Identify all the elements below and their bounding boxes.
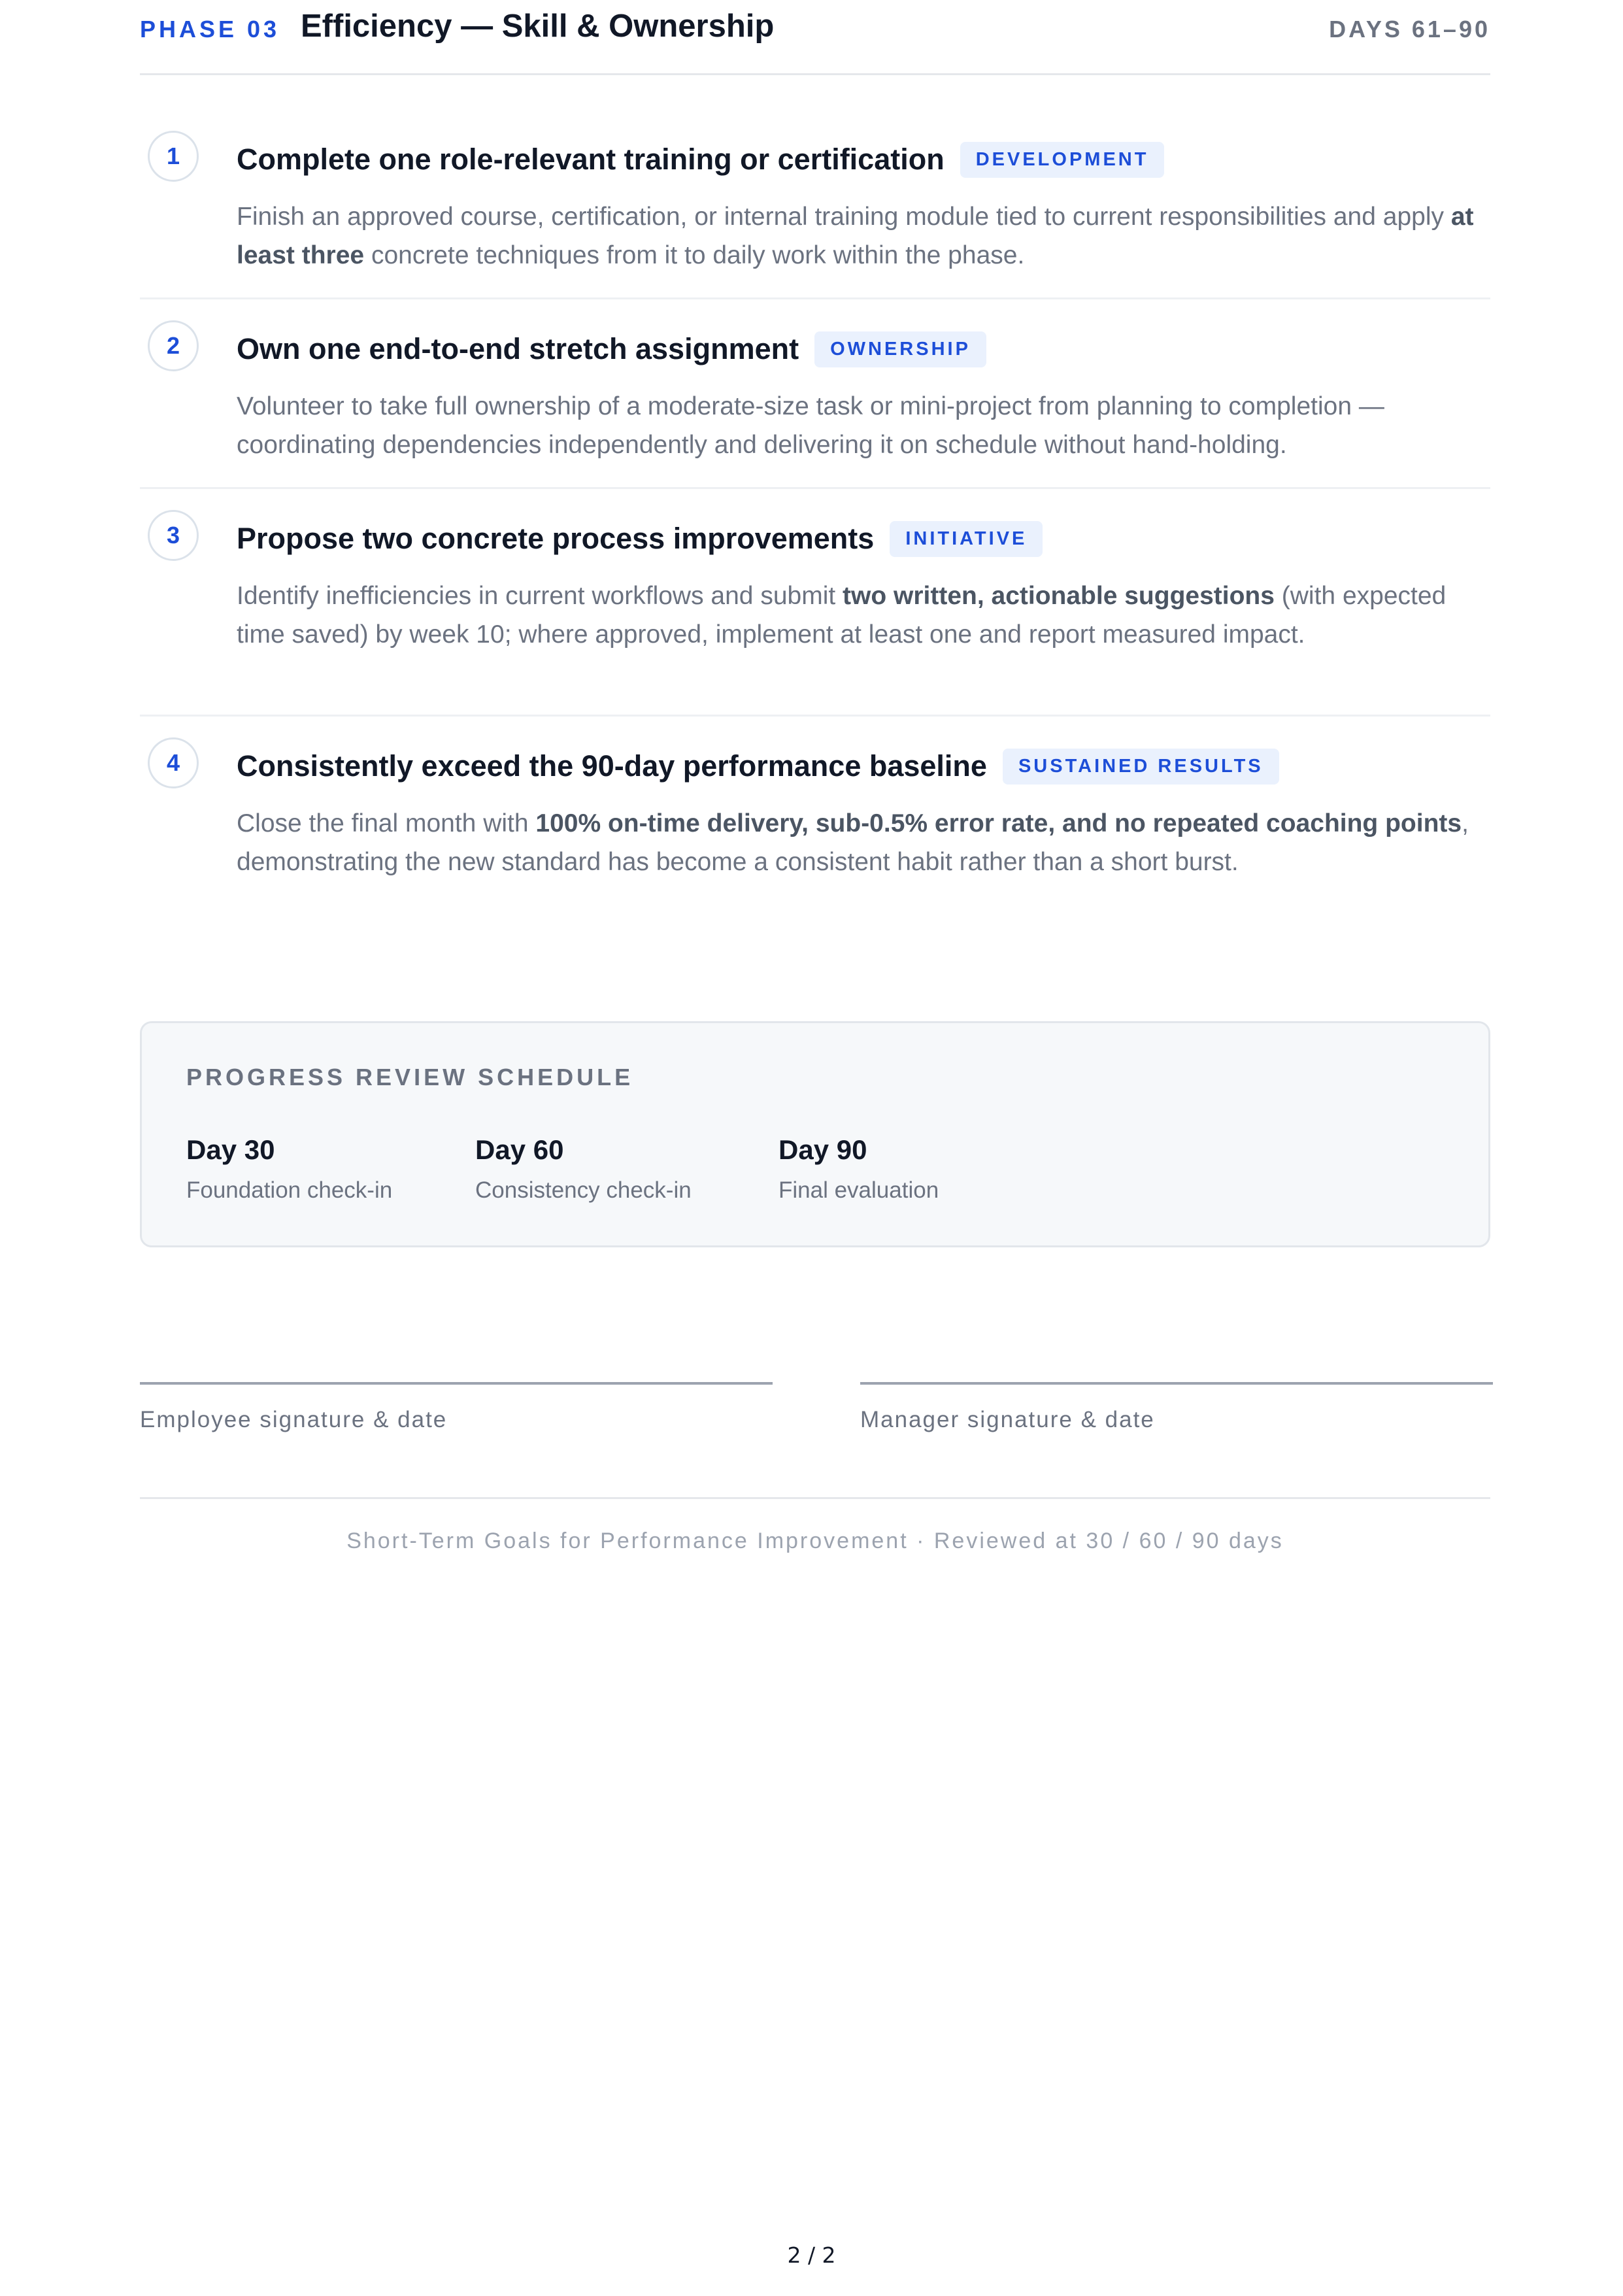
goal-title: Propose two concrete process improvements [237,522,875,555]
review-checkpoint [186,1134,392,1204]
goal-category-tag: INITIATIVE [890,521,1043,557]
goal-category-tag: OWNERSHIP [814,331,986,367]
goal-number-badge: 3 [148,510,199,561]
goal-list [140,110,1490,932]
footer-text: Short-Term Goals for Performance Improvement · Reviewed at 30 / 60 / 90 days [346,1528,1284,1553]
employee-signature-label: Employee signature & date [140,1407,448,1432]
goal-category-tag: DEVELOPMENT [960,142,1165,178]
page-number: 2 / 2 [787,2242,836,2268]
checkpoint-label: Final evaluation [778,1177,939,1203]
goal-item [140,110,1490,299]
goal-item [140,717,1490,932]
goal-item [140,299,1490,489]
footer-divider [140,1497,1490,1499]
goal-highlight: two written, actionable suggestions [843,582,1275,610]
document-page [140,0,1490,1553]
review-checkpoint [778,1134,939,1204]
goal-description: Finish an approved course, certification, or internal training module tied to current responsibilities and apply at least three concrete techniques from it to daily work within the phase. [237,203,1474,269]
checkpoint-label: Foundation check-in [186,1177,393,1203]
goal-highlight: 100% on-time delivery, sub-0.5% error rate, and no repeated coaching points [535,809,1462,837]
goal-category-tag: SUSTAINED RESULTS [1003,749,1279,785]
goal-title: Consistently exceed the 90-day performance baseline [237,749,987,783]
phase-title: Efficiency — Skill & Ownership [301,8,775,44]
manager-signature-block [860,1382,1493,1433]
review-checkpoint [475,1134,692,1204]
goal-title: Own one end-to-end stretch assignment [237,332,799,365]
goal-description: Identify inefficiencies in current workflows and submit two written, actionable suggestions (with expected time saved) by week 10; where approved, implement at least one and report measured impact. [237,582,1447,649]
checkpoint-label: Consistency check-in [475,1177,692,1203]
review-heading: PROGRESS REVIEW SCHEDULE [186,1064,634,1090]
goal-number-badge: 1 [148,131,199,182]
goal-item [140,489,1490,717]
employee-signature-block [140,1382,773,1433]
phase-days: DAYS 61–90 [1329,16,1490,42]
phase-header [140,0,1490,75]
checkpoint-day: Day 60 [475,1134,564,1165]
progress-review-panel [140,1021,1490,1247]
manager-signature-label: Manager signature & date [860,1407,1155,1432]
goal-number-badge: 2 [148,320,199,371]
employee-signature-line[interactable] [140,1382,773,1385]
phase-label: PHASE 03 [140,16,280,42]
checkpoint-day: Day 30 [186,1134,275,1165]
checkpoint-day: Day 90 [778,1134,867,1165]
manager-signature-line[interactable] [860,1382,1493,1385]
goal-highlight: at least three [237,203,1474,269]
goal-number-badge: 4 [148,737,199,788]
goal-description: Volunteer to take full ownership of a moderate-size task or mini-project from planning to completion — coordinating dependencies independently and delivering it on schedule without hand-holding. [237,392,1384,459]
goal-description: Close the final month with 100% on-time delivery, sub-0.5% error rate, and no repeated coaching points, demonstrating the new standard has become a consistent habit rather than a short burst. [237,809,1469,876]
goal-title: Complete one role-relevant training or certification [237,143,945,176]
